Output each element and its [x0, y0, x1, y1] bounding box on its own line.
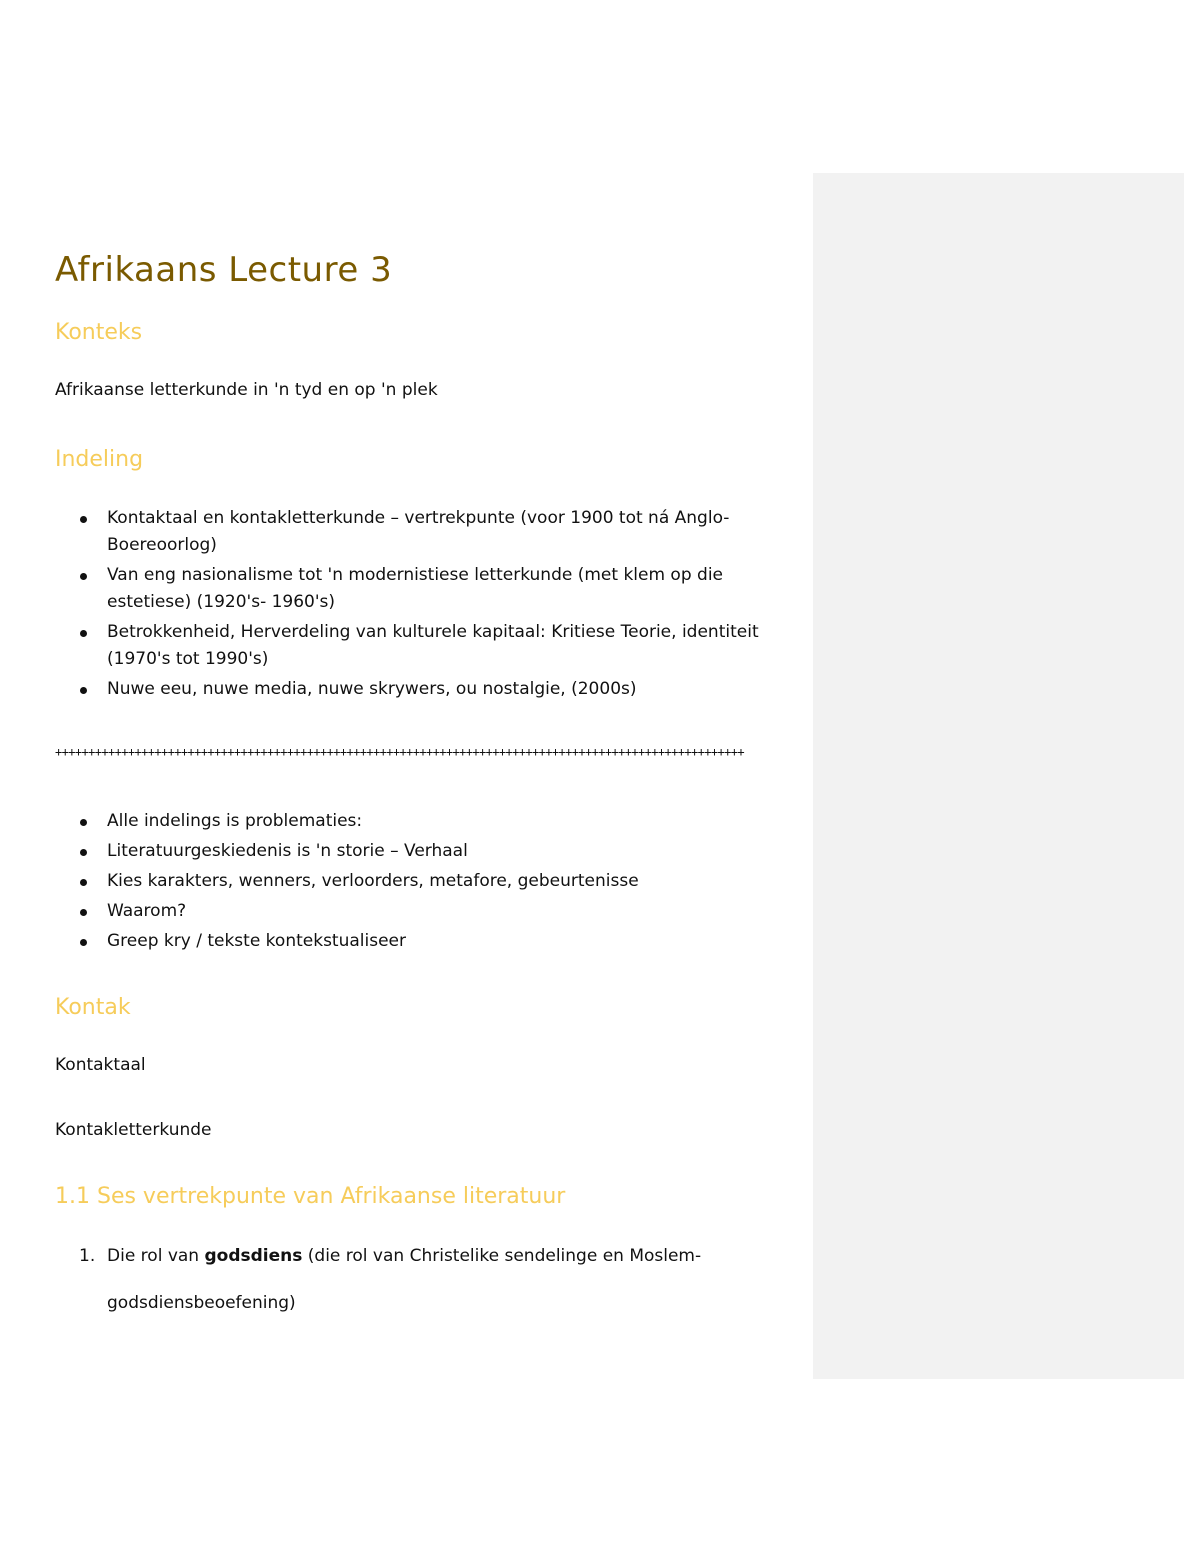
- list-item: Literatuurgeskiedenis is 'n storie – Verhaal: [107, 838, 797, 865]
- list-item: Greep kry / tekste kontekstualiseer: [107, 928, 797, 955]
- heading-vertrekpunte: 1.1 Ses vertrekpunte van Afrikaanse literatuur: [55, 1184, 566, 1209]
- item-text-before: Die rol van: [107, 1246, 205, 1266]
- item-text-bold: godsdiens: [204, 1246, 303, 1266]
- kontak-line-kontaktaal: Kontaktaal: [55, 1055, 146, 1075]
- indeling-list: [55, 505, 797, 706]
- heading-indeling: Indeling: [55, 447, 144, 472]
- list-item: Van eng nasionalisme tot 'n modernistiese letterkunde (met klem op die estetiese) (1920's- 1960's): [107, 562, 797, 616]
- list-item: Waarom?: [107, 898, 797, 925]
- list-item: [79, 1233, 727, 1327]
- list-number: 1.: [79, 1246, 96, 1266]
- problems-list: [55, 808, 797, 958]
- heading-kontak: Kontak: [55, 995, 131, 1020]
- item-text-after: (die rol van Christelike sendelinge en Moslem-godsdiensbeoefening): [107, 1246, 702, 1313]
- list-item: Nuwe eeu, nuwe media, nuwe skrywers, ou nostalgie, (2000s): [107, 676, 797, 703]
- separator-line: ++++++++++++++++++++++++++++++++++++++++++++++++++++++++++++++++++++++++++++++++++++++++++++++++++++++++: [55, 745, 744, 759]
- heading-konteks: Konteks: [55, 320, 143, 345]
- list-item: Kontaktaal en kontakletterkunde – vertrekpunte (voor 1900 tot ná Anglo-Boereoorlog): [107, 505, 797, 559]
- list-item: Betrokkenheid, Herverdeling van kulturele kapitaal: Kritiese Teorie, identiteit (1970's tot 1990's): [107, 619, 797, 673]
- comment-sidebar-panel: [813, 173, 1184, 1379]
- document-title: Afrikaans Lecture 3: [55, 250, 393, 290]
- konteks-paragraph: Afrikaanse letterkunde in 'n tyd en op 'n plek: [55, 380, 438, 400]
- kontak-line-kontakletterkunde: Kontakletterkunde: [55, 1120, 212, 1140]
- list-item: Kies karakters, wenners, verloorders, metafore, gebeurtenisse: [107, 868, 797, 895]
- list-item: Alle indelings is problematies:: [107, 808, 797, 835]
- vertrekpunte-list: [55, 1233, 727, 1327]
